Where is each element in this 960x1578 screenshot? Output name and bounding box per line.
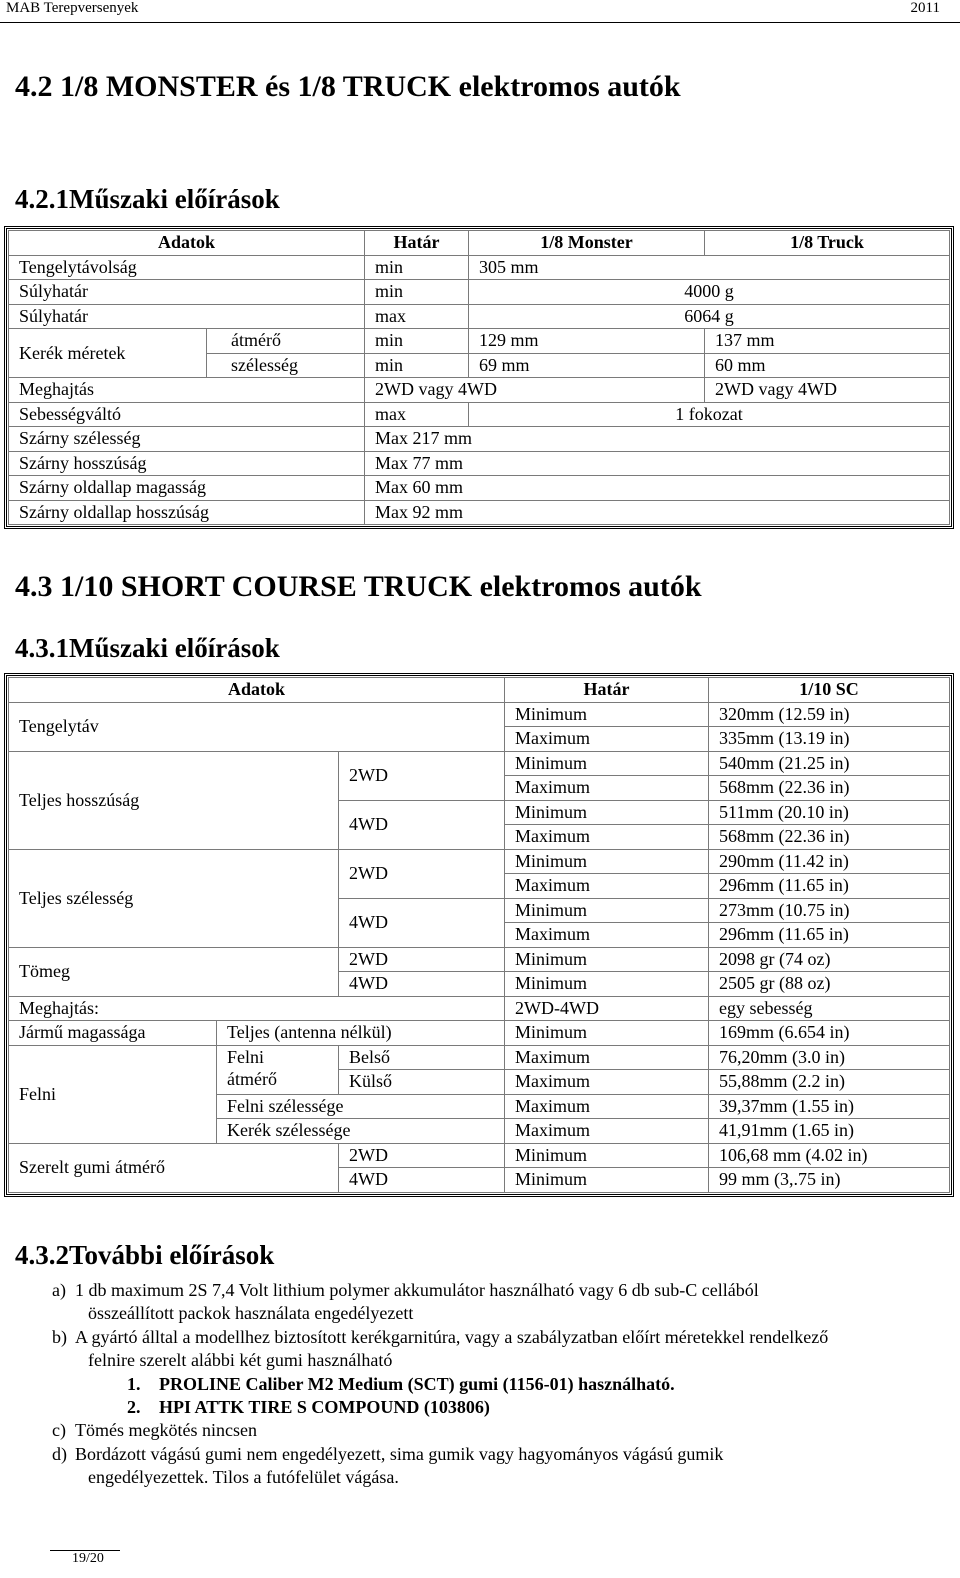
list-text: A gyártó álltal a modellhez biztosított kerékgarnitúra, vagy a szabályzatban előírt méretekkel rendelkező	[75, 1326, 829, 1347]
cell: Jármű magassága	[9, 1021, 217, 1046]
table-row	[9, 304, 950, 329]
cell: Minimum	[505, 1168, 709, 1193]
cell: 305 mm	[469, 255, 705, 280]
page-number: 19/20	[72, 1551, 104, 1566]
header-divider	[0, 22, 960, 23]
cell: max	[365, 402, 469, 427]
cell: Teljes hosszúság	[9, 751, 339, 849]
table-row	[9, 947, 950, 972]
section-4-3-1-heading: 4.3.1Műszaki előírások	[15, 633, 280, 663]
header-title: MAB Terepversenyek	[6, 0, 139, 16]
section-4-2-1-heading: 4.2.1Műszaki előírások	[15, 184, 280, 214]
cell: 335mm (13.19 in)	[709, 727, 950, 752]
cell: 1 fokozat	[469, 402, 950, 427]
cell: Teljes (antenna nélkül)	[217, 1021, 505, 1046]
cell: Súlyhatár	[9, 304, 365, 329]
cell: 2WD-4WD	[505, 996, 709, 1021]
col-header-adatok: Adatok	[9, 678, 505, 703]
col-header-adatok: Adatok	[9, 231, 365, 256]
list-text-cont: összeállított packok használata engedélyezett	[88, 1303, 414, 1324]
list-item	[52, 1419, 942, 1442]
cell: 568mm (22.36 in)	[709, 825, 950, 850]
cell: 169mm (6.654 in)	[709, 1021, 950, 1046]
cell: Súlyhatár	[9, 280, 365, 305]
cell: 2WD	[339, 947, 505, 972]
cell: Felni	[9, 1045, 217, 1143]
list-subitem	[52, 1396, 942, 1419]
cell: 39,37mm (1.55 in)	[709, 1094, 950, 1119]
cell: Max 60 mm	[365, 476, 950, 501]
cell: 106,68 mm (4.02 in)	[709, 1143, 950, 1168]
cell: 41,91mm (1.65 in)	[709, 1119, 950, 1144]
cell: Tengelytávolság	[9, 255, 365, 280]
cell: 4000 g	[469, 280, 950, 305]
cell: 273mm (10.75 in)	[709, 898, 950, 923]
cell: Maximum	[505, 874, 709, 899]
cell: 296mm (11.65 in)	[709, 874, 950, 899]
cell: min	[365, 280, 469, 305]
list-text: PROLINE Caliber M2 Medium (SCT) gumi (1156-01) használható.	[159, 1373, 675, 1394]
cell: egy sebesség	[709, 996, 950, 1021]
col-header-truck: 1/8 Truck	[705, 231, 950, 256]
table-row	[9, 1045, 950, 1070]
cell: 511mm (20.10 in)	[709, 800, 950, 825]
cell: 2098 gr (74 oz)	[709, 947, 950, 972]
list-text: 1 db maximum 2S 7,4 Volt lithium polymer akkumulátor használható vagy 6 db sub-C cellából	[75, 1280, 759, 1300]
cell: Maximum	[505, 1094, 709, 1119]
cell: 4WD	[339, 800, 505, 849]
list-text: HPI ATTK TIRE S COMPOUND (103806)	[159, 1397, 490, 1418]
list-number: 2.	[127, 1397, 141, 1418]
table-row	[9, 255, 950, 280]
cell: Minimum	[505, 1021, 709, 1046]
cell: Minimum	[505, 751, 709, 776]
cell: 2WD	[339, 849, 505, 898]
cell: Maximum	[505, 1070, 709, 1095]
section-4-3-heading: 4.3 1/10 SHORT COURSE TRUCK elektromos autók	[15, 570, 702, 603]
cell: Max 77 mm	[365, 451, 950, 476]
cell: Felni	[217, 1045, 339, 1070]
cell: 2WD vagy 4WD	[705, 378, 950, 403]
cell: Szárny oldallap magasság	[9, 476, 365, 501]
table-row	[9, 451, 950, 476]
cell: Teljes szélesség	[9, 849, 339, 947]
cell: Maximum	[505, 1045, 709, 1070]
table-row	[9, 378, 950, 403]
cell: Max 217 mm	[365, 427, 950, 452]
table-row	[9, 329, 950, 354]
cell: Meghajtás	[9, 378, 365, 403]
list-label: b)	[52, 1326, 67, 1347]
cell: Meghajtás:	[9, 996, 505, 1021]
col-header-sc: 1/10 SC	[709, 678, 950, 703]
cell: 6064 g	[469, 304, 950, 329]
cell: 2WD	[339, 751, 505, 800]
cell: Minimum	[505, 702, 709, 727]
cell: 55,88mm (2.2 in)	[709, 1070, 950, 1095]
cell: 2505 gr (88 oz)	[709, 972, 950, 997]
cell: Kerék szélessége	[217, 1119, 505, 1144]
cell: Maximum	[505, 776, 709, 801]
table-row	[9, 476, 950, 501]
cell: Belső	[339, 1045, 505, 1070]
cell: 60 mm	[705, 353, 950, 378]
list-item	[52, 1279, 942, 1326]
cell: Minimum	[505, 972, 709, 997]
cell: Max 92 mm	[365, 500, 950, 525]
cell: Felni szélessége	[217, 1094, 505, 1119]
cell: Tengelytáv	[9, 702, 505, 751]
cell: 76,20mm (3.0 in)	[709, 1045, 950, 1070]
cell: min	[365, 353, 469, 378]
cell: átmérő	[217, 1070, 339, 1095]
cell: Minimum	[505, 898, 709, 923]
cell: Minimum	[505, 800, 709, 825]
table-row	[9, 751, 950, 776]
list-text: Tömés megkötés nincsen	[75, 1420, 257, 1441]
cell: Minimum	[505, 947, 709, 972]
cell: 129 mm	[469, 329, 705, 354]
col-header-hatar: Határ	[365, 231, 469, 256]
cell: 4WD	[339, 972, 505, 997]
cell: Szárny hosszúság	[9, 451, 365, 476]
cell: min	[365, 329, 469, 354]
cell: Szerelt gumi átmérő	[9, 1143, 339, 1192]
header-year: 2011	[910, 0, 940, 16]
list-number: 1.	[127, 1373, 141, 1394]
table-row	[9, 1021, 950, 1046]
table-row	[9, 702, 950, 727]
list-item	[52, 1326, 942, 1373]
list-text-cont: felnire szerelt alábbi két gumi használható	[88, 1350, 393, 1371]
table-row	[9, 996, 950, 1021]
list-text-cont: engedélyezettek. Tilos a futófelület vágása.	[88, 1467, 399, 1488]
cell: 540mm (21.25 in)	[709, 751, 950, 776]
table-header-row	[9, 231, 950, 256]
table-row	[9, 849, 950, 874]
table-row	[9, 402, 950, 427]
table-row	[9, 500, 950, 525]
list-subitem	[52, 1373, 942, 1396]
cell: 296mm (11.65 in)	[709, 923, 950, 948]
section-4-2-heading: 4.2 1/8 MONSTER és 1/8 TRUCK elektromos autók	[15, 70, 681, 103]
cell: Külső	[339, 1070, 505, 1095]
section-4-3-2-heading: 4.3.2További előírások	[15, 1240, 275, 1270]
table-header-row	[9, 678, 950, 703]
col-header-hatar: Határ	[505, 678, 709, 703]
cell: Sebességváltó	[9, 402, 365, 427]
cell: 290mm (11.42 in)	[709, 849, 950, 874]
cell: Kerék méretek	[9, 329, 207, 378]
cell: 4WD	[339, 898, 505, 947]
cell: Tömeg	[9, 947, 339, 996]
cell: min	[365, 255, 469, 280]
cell: 69 mm	[469, 353, 705, 378]
list-label: d)	[52, 1443, 67, 1464]
cell: max	[365, 304, 469, 329]
table-row	[9, 427, 950, 452]
cell: 2WD	[339, 1143, 505, 1168]
cell: Szárny szélesség	[9, 427, 365, 452]
cell: Maximum	[505, 727, 709, 752]
cell: 568mm (22.36 in)	[709, 776, 950, 801]
cell: Szárny oldallap hosszúság	[9, 500, 365, 525]
cell: 99 mm (3,.75 in)	[709, 1168, 950, 1193]
cell: szélesség	[207, 353, 365, 378]
table-1-8-specs	[4, 226, 954, 529]
cell: 137 mm	[705, 329, 950, 354]
cell: átmérő	[207, 329, 365, 354]
cell: Maximum	[505, 1119, 709, 1144]
list-label: c)	[52, 1420, 66, 1441]
table-row	[9, 1143, 950, 1168]
cell: Minimum	[505, 1143, 709, 1168]
list-item	[52, 1443, 942, 1490]
cell: 320mm (12.59 in)	[709, 702, 950, 727]
rules-list	[52, 1279, 942, 1490]
col-header-monster: 1/8 Monster	[469, 231, 705, 256]
list-text: Bordázott vágású gumi nem engedélyezett, sima gumik vagy hagyományos vágású gumik	[75, 1443, 724, 1464]
list-label: a)	[52, 1280, 66, 1300]
table-row	[9, 280, 950, 305]
cell: 4WD	[339, 1168, 505, 1193]
cell: Maximum	[505, 825, 709, 850]
cell	[705, 255, 950, 280]
table-1-10-sc-specs	[4, 673, 954, 1197]
cell: Minimum	[505, 849, 709, 874]
cell: 2WD vagy 4WD	[365, 378, 705, 403]
cell: Maximum	[505, 923, 709, 948]
